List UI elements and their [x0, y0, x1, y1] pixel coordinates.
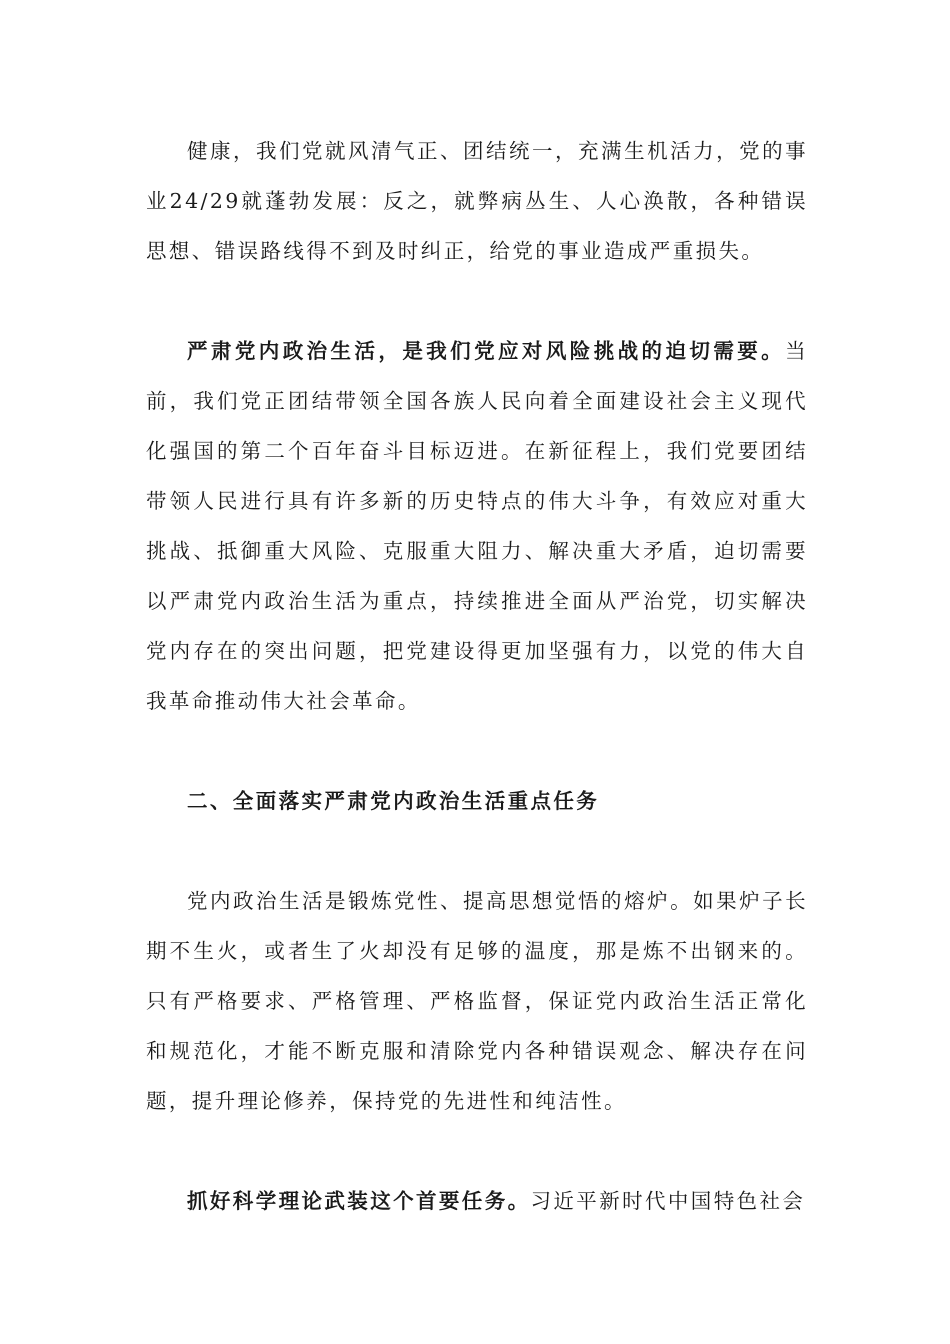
paragraph-gap: [146, 826, 808, 876]
paragraph-gap: [146, 276, 808, 326]
paragraph-4-lead: 抓好科学理论武装这个首要任务。: [187, 1189, 531, 1213]
paragraph-3-text: 党内政治生活是锻炼党性、提高思想觉悟的熔炉。如果炉子长期不生火，或者生了火却没有足够的温度，那是炼不出钢来的。只有严格要求、严格管理、严格监督，保证党内政治生活正常化和规范化，才能不断克服和清除党内各种错误观念、解决存在问题，提升理论修养，保持党的先进性和纯洁性。: [146, 889, 808, 1113]
paragraph-2-lead: 严肃党内政治生活，是我们党应对风险挑战的迫切需要。: [187, 339, 786, 363]
paragraph-3: [146, 876, 808, 1126]
paragraph-1-text: 健康，我们党就风清气正、团结统一，充满生机活力，党的事业24/29就蓬勃发展：反之，就弊病丛生、人心涣散，各种错误思想、错误路线得不到及时纠正，给党的事业造成严重损失。: [146, 139, 808, 263]
paragraph-1: [146, 126, 808, 276]
paragraph-gap: [146, 726, 808, 776]
paragraph-4-text: 习近平新时代中国特色社会: [530, 1189, 806, 1213]
paragraph-gap: [146, 1126, 808, 1176]
paragraph-2-text: 当前，我们党正团结带领全国各族人民向着全面建设社会主义现代化强国的第二个百年奋斗目标迈进。在新征程上，我们党要团结带领人民进行具有许多新的历史特点的伟大斗争，有效应对重大挑战、抵御重大风险、克服重大阻力、解决重大矛盾，迫切需要以严肃党内政治生活为重点，持续推进全面从严治党，切实解决党内存在的突出问题，把党建设得更加坚强有力，以党的伟大自我革命推动伟大社会革命。: [146, 339, 808, 713]
paragraph-4: [146, 1176, 808, 1226]
document-page: [146, 126, 808, 1226]
section-heading: 二、全面落实严肃党内政治生活重点任务: [187, 789, 600, 813]
paragraph-2: [146, 326, 808, 726]
